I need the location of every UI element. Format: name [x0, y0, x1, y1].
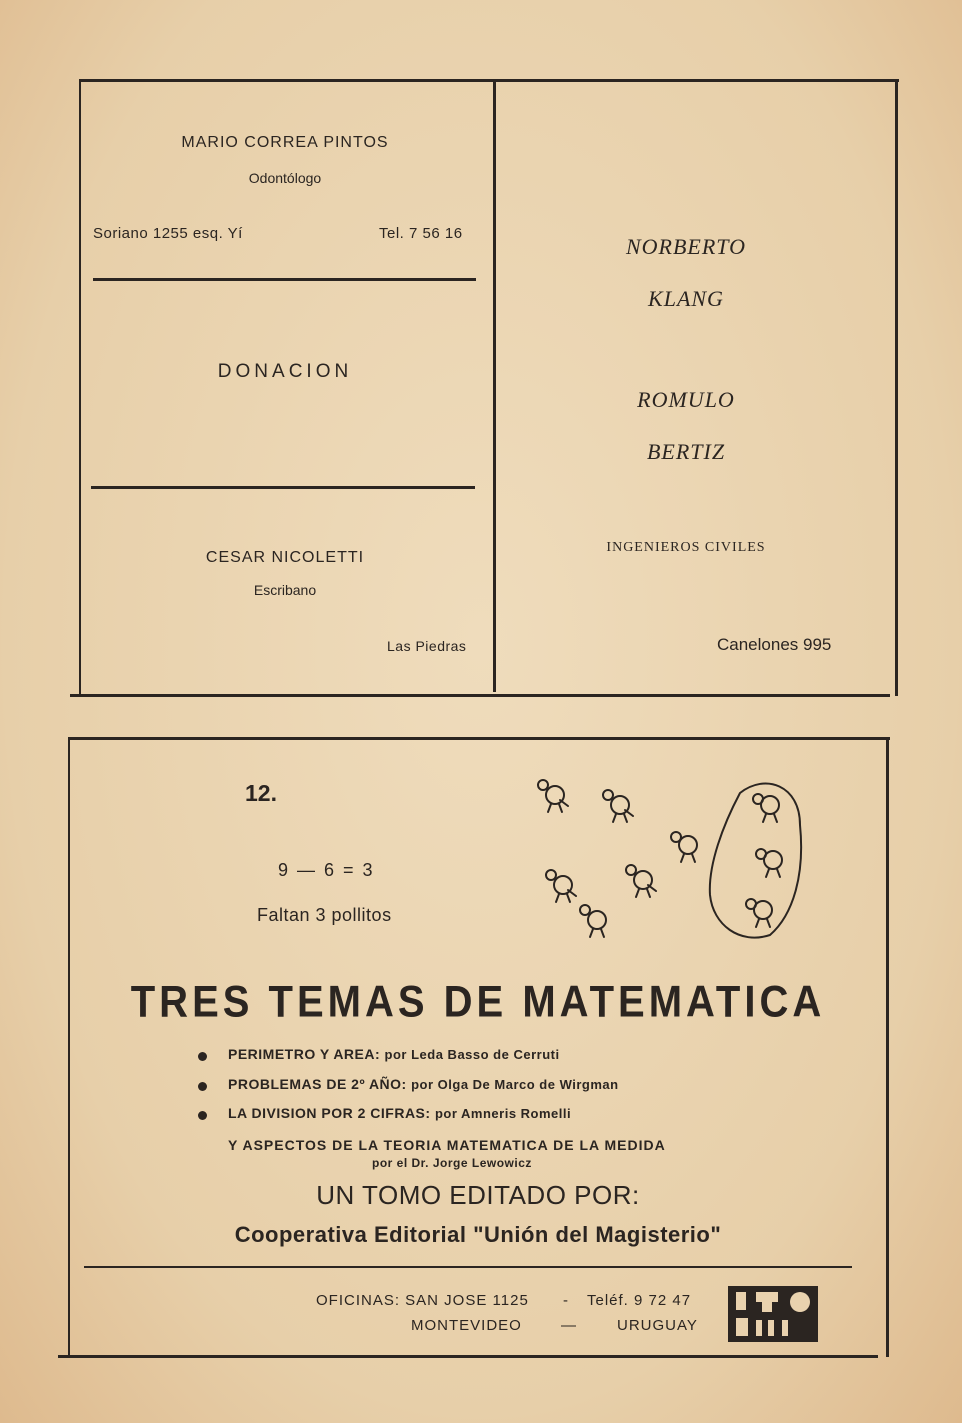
publisher-logo-icon: [728, 1286, 818, 1342]
engineer-2-first-name: ROMULO: [637, 387, 735, 412]
publisher-name: Cooperativa Editorial "Unión del Magisterio": [234, 1222, 722, 1247]
equation: 9 — 6 = 3: [278, 860, 375, 880]
book-left-border: [68, 737, 70, 1357]
ads-right-border: [895, 82, 898, 696]
phone: Teléf. 9 72 47: [587, 1292, 692, 1309]
headline: TRES TEMAS DE MATEMATICA: [130, 977, 826, 1027]
ads-center-divider: [493, 82, 496, 692]
country: URUGUAY: [617, 1317, 698, 1334]
footer-divider: [84, 1266, 852, 1268]
caption: Faltan 3 pollitos: [257, 905, 392, 925]
ads-left-border: [79, 79, 81, 696]
book-top-border: [70, 737, 890, 740]
notary-name: CESAR NICOLETTI: [205, 549, 365, 566]
book-bottom-border: [58, 1355, 878, 1358]
book-right-border: [886, 737, 889, 1357]
ads-top-border: [79, 79, 899, 82]
bullet-icon: [198, 1052, 207, 1061]
city: MONTEVIDEO: [411, 1317, 522, 1334]
topic-3-author: por Amneris Romelli: [434, 1106, 572, 1121]
dentist-name: MARIO CORREA PINTOS: [181, 134, 389, 151]
notary-title: Escribano: [253, 582, 317, 598]
engineer-2-last-name: BERTIZ: [646, 439, 726, 464]
topic-1-author: por Leda Basso de Cerruti: [384, 1047, 560, 1062]
divider-1: [93, 278, 476, 281]
notary-address: Las Piedras: [387, 638, 467, 654]
engineer-1-last-name: KLANG: [648, 286, 724, 311]
bullet-icon: [198, 1111, 207, 1120]
topic-2-author: por Olga De Marco de Wirgman: [411, 1077, 619, 1092]
donation-label: DONACION: [217, 361, 353, 382]
bullet-icon: [198, 1082, 207, 1091]
topic-2-title: PROBLEMAS DE 2º AÑO:: [228, 1076, 407, 1092]
engineer-1-first-name: NORBERTO: [625, 234, 747, 259]
topic-3-title: LA DIVISION POR 2 CIFRAS:: [228, 1105, 431, 1121]
extra-author: por el Dr. Jorge Lewowicz: [372, 1156, 532, 1170]
offices: OFICINAS: SAN JOSE 1125: [316, 1292, 529, 1309]
ads-bottom-border: [70, 694, 890, 697]
dash-1: -: [563, 1292, 568, 1309]
engineers-profession: INGENIEROS CIVILES: [606, 540, 766, 555]
dash-2: —: [561, 1317, 576, 1334]
chick-drawing-icon: [525, 765, 810, 945]
dentist-address: Soriano 1255 esq. Yí: [93, 225, 243, 242]
divider-2: [91, 486, 475, 489]
exercise-number: 12.: [245, 780, 277, 806]
engineers-address: Canelones 995: [717, 635, 832, 654]
dentist-title: Odontólogo: [248, 170, 322, 186]
dentist-phone: Tel. 7 56 16: [379, 225, 463, 242]
extra-topic: Y ASPECTOS DE LA TEORIA MATEMATICA DE LA MEDIDA: [228, 1137, 666, 1153]
topic-1-title: PERIMETRO Y AREA:: [228, 1046, 381, 1062]
published-by-label: UN TOMO EDITADO POR:: [316, 1180, 640, 1210]
